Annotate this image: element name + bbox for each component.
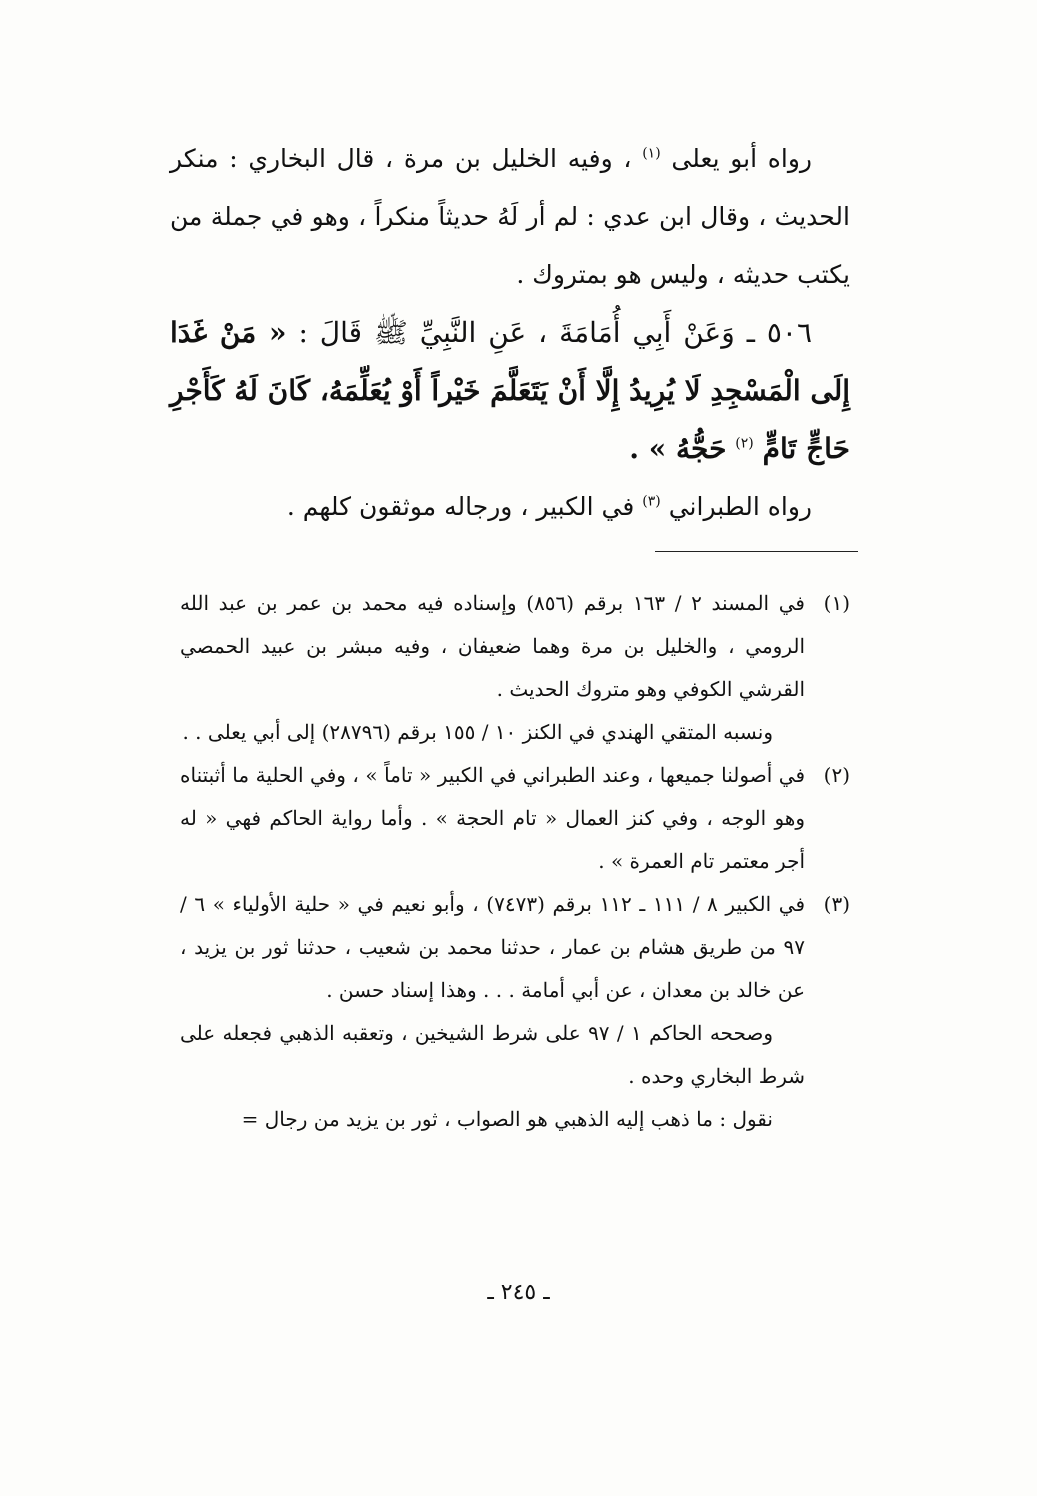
footnotes bbox=[180, 582, 850, 1141]
footnote-paragraph: وصححه الحاكم ١ / ٩٧ على شرط الشيخين ، وتعقبه الذهبي فجعله على شرط البخاري وحده . bbox=[180, 1021, 805, 1088]
footnote-ref-1[interactable]: (١) bbox=[642, 145, 661, 162]
commentary-paragraph-2 bbox=[170, 478, 850, 536]
hadith-narrator: وَعَنْ أَبِي أُمَامَةَ ، عَنِ النَّبِيِّ ﷺ قَالَ : bbox=[298, 316, 735, 349]
commentary-text-b: ، وفيه الخليل بن مرة ، قال البخاري : منكر الحديث ، وقال ابن عدي : لم أر لَهُ حديثاً منكراً ، وهو في جملة من يكتب حديثه ، وليس هو بمتروك . bbox=[170, 144, 850, 289]
page-number: ـ ٢٤٥ ـ bbox=[487, 1280, 550, 1305]
footnote-3 bbox=[180, 883, 850, 1141]
footnote-paragraph: في الكبير ٨ / ١١١ ـ ١١٢ برقم (٧٤٧٣) ، وأبو نعيم في « حلية الأولياء » ٦ / ٩٧ من طريق هشام بن عمار ، حدثنا محمد بن شعيب ، حدثنا ثور بن يزيد ، عن خالد بن معدان ، عن أبي أمامة . . . وهذا إسناد حسن . bbox=[180, 892, 806, 1002]
footnote-number: (٢) bbox=[823, 763, 850, 787]
footnote-body bbox=[180, 582, 805, 754]
hadith-number: ٥٠٦ ـ bbox=[746, 316, 812, 349]
commentary-text-a: رواه أبو يعلى bbox=[671, 144, 812, 173]
hadith-quote-b: حَجُّهُ » . bbox=[629, 432, 727, 465]
footnote-2 bbox=[180, 754, 850, 883]
footnote-separator bbox=[655, 551, 858, 552]
footnote-number: (٣) bbox=[823, 892, 850, 916]
footnote-paragraph: نقول : ما ذهب إليه الذهبي هو الصواب ، ثور بن يزيد من رجال = bbox=[241, 1107, 773, 1131]
hadith-quote-a: « مَنْ غَدَا إِلَى الْمَسْجِدِ لَا يُرِيدُ إِلَّا أَنْ يَتَعَلَّمَ خَيْراً أَوْ يُعَلِّمَهُ، كَانَ لَهُ كَأَجْرِ حَاجٍّ تَامٍّ bbox=[170, 316, 850, 465]
footnote-number: (١) bbox=[823, 591, 850, 615]
main-text bbox=[170, 130, 850, 536]
footnote-1 bbox=[180, 582, 850, 754]
commentary-text-d: في الكبير ، ورجاله موثقون كلهم . bbox=[286, 492, 635, 521]
commentary-paragraph-1 bbox=[170, 130, 850, 304]
commentary-text-c: رواه الطبراني bbox=[668, 492, 812, 521]
footnote-body bbox=[180, 883, 805, 1141]
footnote-paragraph: في أصولنا جميعها ، وعند الطبراني في الكبير « تاماً » ، وفي الحلية ما أثبتناه وهو الوجه ، وفي كنز العمال « تام الحجة » . وأما رواية الحاكم فهي « له أجر معتمر تام العمرة » . bbox=[180, 763, 805, 873]
footnote-paragraph: في المسند ٢ / ١٦٣ برقم (٨٥٦) وإسناده فيه محمد بن عمر بن عبد الله الرومي ، والخليل بن مرة وهما ضعيفان ، وفيه مبشر بن عبيد الحمصي القرشي الكوفي وهو متروك الحديث . bbox=[180, 591, 805, 701]
hadith-paragraph bbox=[170, 304, 850, 478]
footnote-body bbox=[180, 754, 805, 883]
footnote-paragraph: ونسبه المتقي الهندي في الكنز ١٠ / ١٥٥ برقم (٢٨٧٩٦) إلى أبي يعلى . . bbox=[182, 720, 773, 744]
footnote-ref-2[interactable]: (٢) bbox=[735, 435, 754, 452]
footnote-ref-3[interactable]: (٣) bbox=[642, 493, 661, 510]
